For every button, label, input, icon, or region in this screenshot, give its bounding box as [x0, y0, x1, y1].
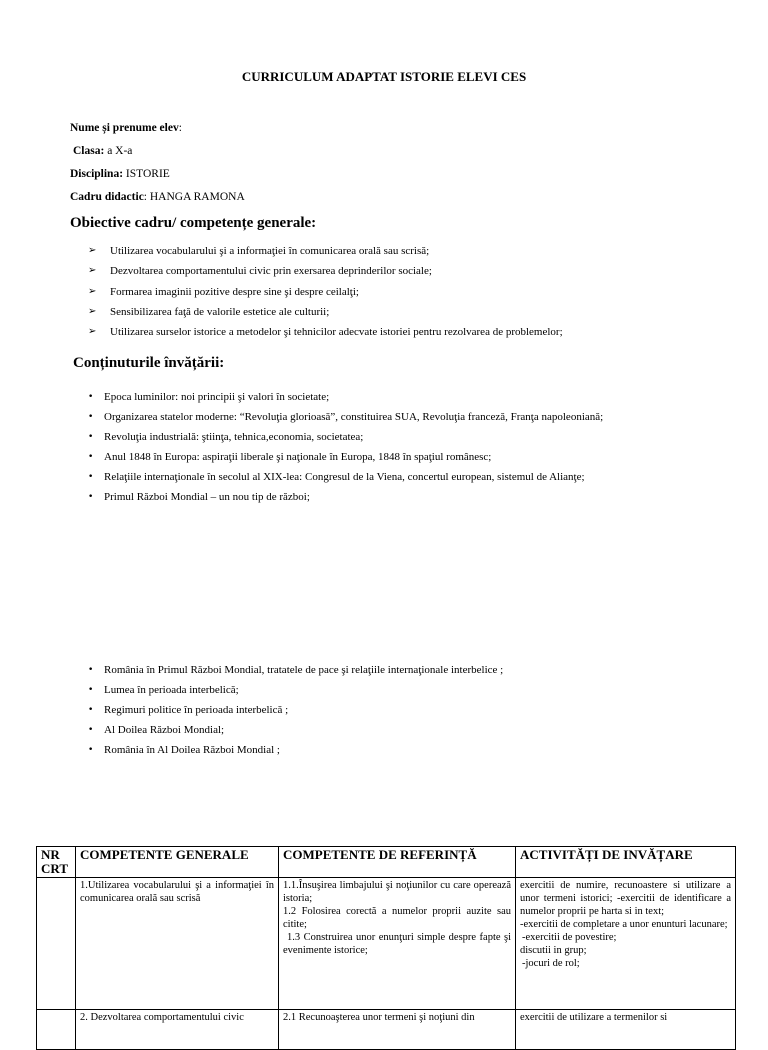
discipline-label: Disciplina:: [70, 168, 124, 180]
list-item: • Revoluţia industrială: ştiinţa, tehnica,economia, societatea;: [88, 430, 603, 450]
arrow-bullet-icon: ➢: [88, 285, 97, 297]
discipline-value: ISTORIE: [123, 168, 170, 180]
cell-activitati: exercitii de utilizare a termenilor si: [516, 1010, 736, 1050]
cell-general: 2. Dezvoltarea comportamentului civic: [76, 1010, 279, 1050]
table-row: [37, 1010, 736, 1050]
contents-list-b: [88, 663, 503, 763]
list-item: • Lumea în perioada interbelică;: [88, 683, 503, 703]
teacher-label: Cadru didactic: [70, 191, 144, 203]
bullet-icon: •: [88, 725, 94, 735]
bullet-icon: •: [88, 452, 94, 462]
list-item: ➢ Utilizarea surselor istorice a metodelor şi tehnicilor adecvate istoriei pentru rezolvarea de problemelor;: [88, 325, 563, 345]
list-item: • Primul Război Mondial – un nou tip de război;: [88, 490, 603, 510]
list-item: ➢ Formarea imaginii pozitive despre sine şi despre ceilalţi;: [88, 285, 563, 305]
bullet-icon: •: [88, 392, 94, 402]
header-nr-crt: NR CRT: [37, 847, 76, 878]
list-item: ➢ Utilizarea vocabularului şi a informaţiei în comunicarea orală sau scrisă;: [88, 244, 563, 264]
competences-table: [36, 846, 736, 1050]
teacher-line: [70, 191, 245, 203]
list-item: ➢ Dezvoltarea comportamentului civic prin exersarea deprinderilor sociale;: [88, 264, 563, 284]
list-item: • Epoca luminilor: noi principii şi valori în societate;: [88, 390, 603, 410]
student-name-value: :: [178, 122, 182, 134]
list-item: • Regimuri politice în perioada interbelică ;: [88, 703, 503, 723]
class-value: a X-a: [104, 145, 133, 157]
cell-referinta: 2.1 Recunoaşterea unor termeni şi noţiuni din: [279, 1010, 516, 1050]
bullet-icon: •: [88, 492, 94, 502]
list-item: • Anul 1848 în Europa: aspiraţii liberale şi naţionale în Europa, 1848 în spaţiul românesc;: [88, 450, 603, 470]
arrow-bullet-icon: ➢: [88, 305, 97, 317]
document-title: CURRICULUM ADAPTAT ISTORIE ELEVI CES: [241, 69, 527, 84]
bullet-icon: •: [88, 705, 94, 715]
contents-list-a: [88, 390, 603, 510]
cell-general: 1.Utilizarea vocabularului şi a informaţiei în comunicarea orală sau scrisă: [76, 878, 279, 1010]
teacher-value: : HANGA RAMONA: [143, 191, 245, 203]
cell-nr: [37, 878, 76, 1010]
class-label: Clasa:: [73, 145, 105, 157]
class-line: [73, 145, 132, 157]
header-activitati-invatare: ACTIVITĂȚI DE INVĂȚARE: [516, 847, 736, 878]
arrow-bullet-icon: ➢: [88, 245, 97, 256]
list-item: • Relaţiile internaţionale în secolul al XIX-lea: Congresul de la Viena, concertul european, sistemul de Alianţe;: [88, 470, 603, 490]
objectives-heading: Obiective cadru/ competențe generale:: [70, 215, 317, 231]
list-item: • Organizarea statelor moderne: “Revoluţia glorioasă”, constituirea SUA, Revoluţia franceză, Franţa napoleoniană;: [88, 410, 603, 430]
list-item: • România în Primul Război Mondial, tratatele de pace şi relaţiile internaţionale interbelice ;: [88, 663, 503, 683]
bullet-icon: •: [88, 665, 94, 675]
bullet-icon: •: [88, 685, 94, 695]
list-item: • România în Al Doilea Război Mondial ;: [88, 743, 503, 763]
bullet-icon: •: [88, 472, 94, 482]
cell-activitati: exercitii de numire, recunoastere si utilizare a unor termeni istorici; -exercitii de identificare a numelor proprii pe harta si in text; -exercitii de completare a unor enunturi lacunare; -exercitii de povestire; discutii in grup; -jocuri de rol;: [516, 878, 736, 1010]
header-competente-generale: COMPETENTE GENERALE: [76, 847, 279, 878]
objectives-list: [88, 244, 563, 345]
cell-nr: [37, 1010, 76, 1050]
arrow-bullet-icon: ➢: [88, 326, 97, 338]
table-header-row: [37, 847, 736, 878]
list-item: • Al Doilea Război Mondial;: [88, 723, 503, 743]
student-name-line: [70, 122, 182, 134]
table-row: [37, 878, 736, 1010]
cell-referinta: 1.1.Însuşirea limbajului şi noţiunilor cu care operează istoria; 1.2 Folosirea corectă a numelor proprii auzite sau citite; 1.3 Construirea unor enunţuri simple despre fapte şi evenimente istorice;: [279, 878, 516, 1010]
contents-heading: Conținuturile învățării:: [73, 355, 225, 371]
list-item: ➢ Sensibilizarea faţă de valorile estetice ale culturii;: [88, 305, 563, 325]
discipline-line: [70, 168, 170, 180]
bullet-icon: •: [88, 432, 94, 442]
arrow-bullet-icon: ➢: [88, 265, 97, 277]
bullet-icon: •: [88, 745, 94, 755]
student-name-label: Nume și prenume elev: [70, 122, 179, 134]
header-competente-referinta: COMPETENTE DE REFERINȚĂ: [279, 847, 516, 878]
bullet-icon: •: [88, 412, 94, 422]
